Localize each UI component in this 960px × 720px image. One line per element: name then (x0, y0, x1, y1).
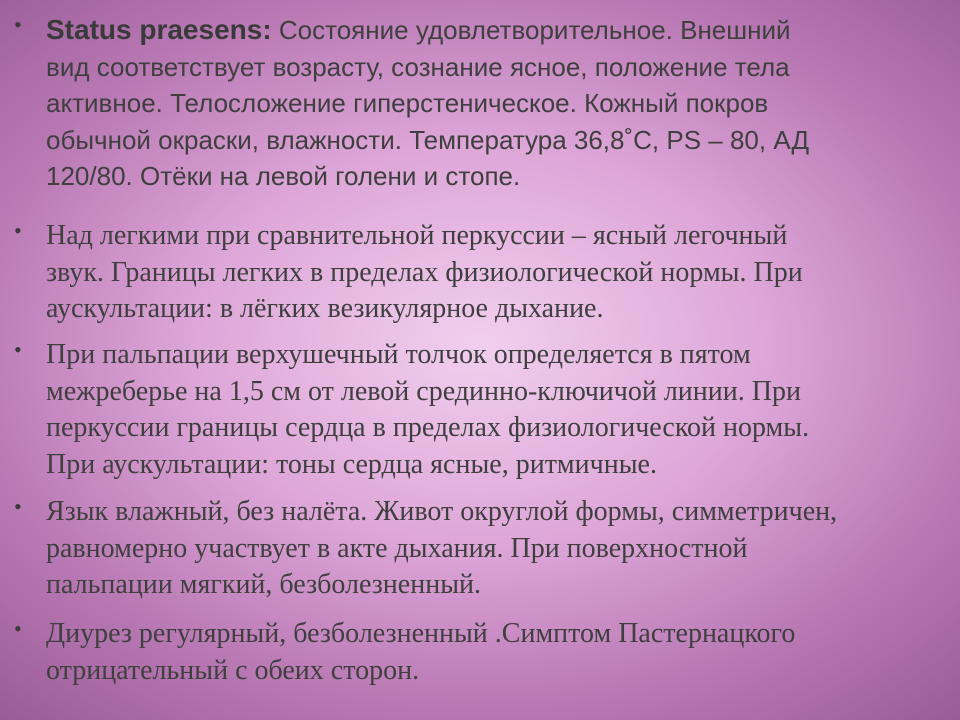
bullet-text (46, 12, 950, 195)
bullet-item-abdomen (14, 494, 950, 604)
bullet-icon: • (14, 616, 22, 641)
bullet-item-status-praesens (14, 12, 950, 195)
bullet-icon: • (14, 218, 22, 243)
bullet-item-heart (14, 337, 950, 483)
bullet-icon: • (14, 12, 22, 37)
heart-text: При пальпации верхушечный толчок определяется в пятом межреберье на 1,5 см от левой срединно-ключичой линии. При перкуссии границы сердца в пределах физиологической нормы. При аускультации: тоны сердца ясные, ритмичные. (46, 339, 810, 480)
bullet-icon: • (14, 337, 22, 362)
bullet-icon: • (14, 494, 22, 519)
bullet-item-diuresis (14, 616, 950, 689)
status-praesens-text: Состояние удовлетворительное. Внешний вид соответствует возрасту, сознание ясное, положение тела активное. Телосложение гиперстеническое. Кожный покров обычной окраски, влажности. Температура 36,8˚C, PS – 80, АД 120/80. Отёки на левой голени и стопе. (46, 15, 810, 191)
bullet-item-lungs (14, 218, 950, 328)
lungs-text: Над легкими при сравнительной перкуссии – ясный легочный звук. Границы легких в пределах физиологической нормы. При аускультации: в лёгких везикулярное дыхание. (46, 220, 803, 324)
status-praesens-heading: Status praesens: (46, 14, 272, 45)
diuresis-text: Диурез регулярный, безболезненный .Симптом Пастернацкого отрицательный с обеих сторон. (46, 618, 796, 686)
abdomen-text: Язык влажный, без налёта. Живот округлой формы, симметричен, равномерно участвует в акте дыхания. При поверхностной пальпации мягкий, безболезненный. (46, 496, 838, 600)
